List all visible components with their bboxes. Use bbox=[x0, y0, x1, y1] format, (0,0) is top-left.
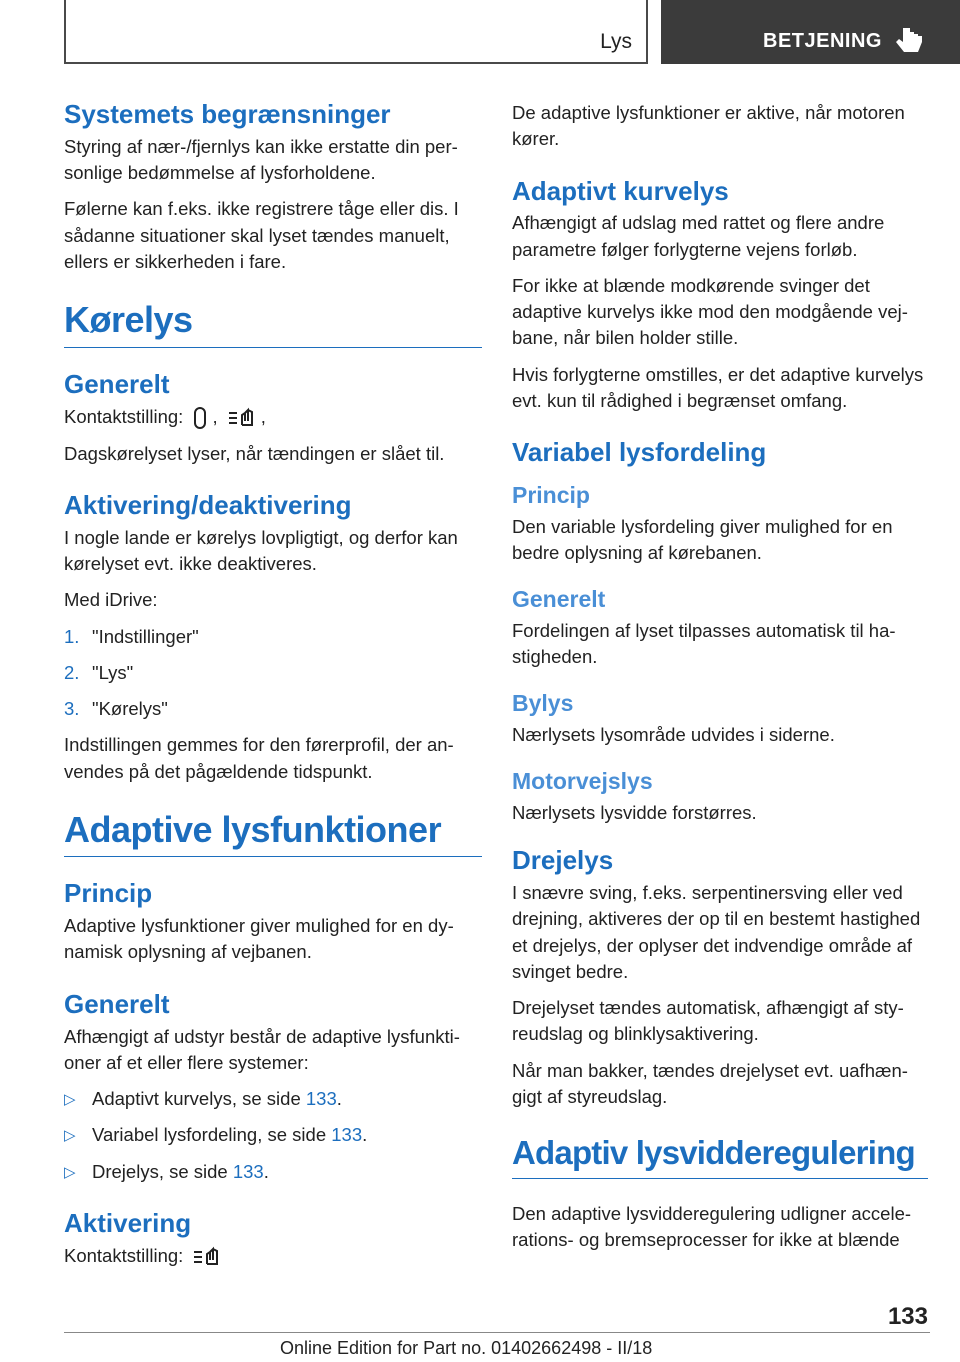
left-column bbox=[64, 100, 482, 1280]
paragraph: Når man bakker, tændes drejelyset evt. uafhængigt af styreudslag. bbox=[512, 1059, 908, 1107]
paragraph: Fordelingen af lyset tilpasses automatisk til hastigheden. bbox=[512, 619, 896, 668]
heading-generelt: Generelt bbox=[64, 368, 170, 399]
heading-bylys: Bylys bbox=[512, 690, 574, 717]
switch-position-label: Kontaktstilling: bbox=[64, 405, 184, 427]
paragraph: Nærlysets lysvidde forstørres. bbox=[512, 801, 757, 823]
page-link[interactable]: 133 bbox=[305, 1088, 337, 1110]
heading-activation-deactivation: Aktivering/deaktivering bbox=[64, 489, 352, 520]
page-link[interactable]: 133 bbox=[331, 1124, 363, 1146]
paragraph: Styring af nær-/fjernlys kan ikke erstatte din personlige bedømmelse af lysforholdene. bbox=[64, 135, 458, 184]
list-item: 3. "Kørelys" bbox=[64, 698, 168, 720]
paragraph: Med iDrive: bbox=[64, 589, 158, 611]
paragraph: Afhængigt af udslag med rattet og flere andre parametre følger forlygterne vejens forløb. bbox=[512, 212, 885, 260]
header-chapter-label: BETJENING bbox=[763, 30, 882, 52]
heading-system-limits: Systemets begrænsninger bbox=[64, 99, 391, 129]
list-item: ▷ Adaptivt kurvelys, se side 133. bbox=[64, 1086, 482, 1112]
hand-pointer-icon bbox=[894, 26, 924, 54]
paragraph-switch-position bbox=[64, 1243, 482, 1270]
heading-generelt-2: Generelt bbox=[64, 988, 170, 1019]
paragraph: For ikke at blænde modkørende svinger det adaptive kurvelys ikke mod den modgående vejbane, når bilen holder stille. bbox=[512, 274, 908, 349]
paragraph: Adaptive lysfunktioner giver mulighed for en dynamisk oplysning af vejbanen. bbox=[64, 915, 454, 963]
heading-adaptive-curve-light: Adaptivt kurvelys bbox=[512, 175, 729, 206]
page-link[interactable]: 133 bbox=[232, 1160, 264, 1182]
triangle-bullet-icon: ▷ bbox=[64, 1163, 76, 1181]
steps-list bbox=[64, 624, 482, 723]
ignition-on-icon bbox=[192, 1244, 222, 1270]
triangle-bullet-icon: ▷ bbox=[64, 1127, 76, 1145]
ignition-on-icon bbox=[227, 405, 257, 431]
paragraph: I nogle lande er kørelys lovpligtigt, og derfor kan kørelyset evt. ikke deaktiveres. bbox=[64, 526, 458, 575]
systems-list bbox=[64, 1086, 482, 1185]
list-item: 2. "Lys" bbox=[64, 661, 134, 683]
paragraph: Den adaptive lysvidderegulering udligner accelerations- og bremseprocesser for ikke at blænde bbox=[512, 1203, 912, 1251]
paragraph: Følerne kan f.eks. ikke registrere tåge eller dis. I sådanne situationer skal lyset tændes manuelt, ellers er sikkerheden i fare. bbox=[64, 198, 459, 272]
paragraph: Dagskørelyset lyser, når tændingen er slået til. bbox=[64, 442, 445, 464]
heading-variable-light-distribution: Variabel lysfordeling bbox=[512, 437, 767, 468]
heading-aktivering: Aktivering bbox=[64, 1207, 192, 1238]
heading-motorvejslys: Motorvejslys bbox=[512, 768, 653, 795]
footer-divider bbox=[64, 1332, 930, 1333]
switch-position-label: Kontaktstilling: bbox=[64, 1244, 184, 1266]
ignition-off-icon bbox=[192, 406, 208, 430]
paragraph: Den variable lysfordeling giver mulighed for en bedre oplysning af kørebanen. bbox=[512, 515, 893, 564]
footer-edition: Online Edition for Part no. 01402662498 - II/18 bbox=[280, 1338, 653, 1358]
paragraph: I snævre sving, f.eks. serpentinersving eller ved drejning, aktiveres der op til en bestemt hastighed et drejelys, der oplyser det indvendige område af svinget bedre. bbox=[512, 882, 921, 982]
header-section-label: Lys bbox=[600, 30, 632, 53]
paragraph: Hvis forlygterne omstilles, er det adaptive kurvelys evt. kun til rådighed i begrænset omfang. bbox=[512, 363, 924, 412]
page-number: 133 bbox=[887, 1303, 928, 1330]
list-item: 1. "Indstillinger" bbox=[64, 625, 199, 647]
header-section-tab bbox=[64, 0, 648, 64]
paragraph: Indstillingen gemmes for den førerprofil, der anvendes på det pågældende tidspunkt. bbox=[64, 734, 454, 782]
triangle-bullet-icon: ▷ bbox=[64, 1091, 76, 1109]
paragraph: Afhængigt af udstyr består de adaptive lysfunktioner af et eller flere systemer: bbox=[64, 1025, 460, 1073]
paragraph: Nærlysets lysområde udvides i siderne. bbox=[512, 724, 835, 746]
right-column bbox=[512, 100, 928, 1264]
heading-adaptive-functions: Adaptive lysfunktioner bbox=[64, 809, 482, 857]
paragraph: De adaptive lysfunktioner er aktive, når motoren kører. bbox=[512, 102, 905, 150]
list-item: ▷ Variabel lysfordeling, se side 133. bbox=[64, 1122, 482, 1148]
paragraph-switch-position: Kontaktstilling: , , bbox=[64, 404, 482, 431]
list-item: ▷ Drejelys, se side 133. bbox=[64, 1159, 482, 1185]
heading-drejelys: Drejelys bbox=[512, 845, 614, 876]
heading-princip: Princip bbox=[64, 878, 153, 909]
paragraph: Drejelyset tændes automatisk, afhængigt af styreudslag og blinklysaktivering. bbox=[512, 997, 904, 1045]
heading-korelys: Kørelys bbox=[64, 299, 482, 347]
heading-generelt: Generelt bbox=[512, 586, 606, 613]
heading-adaptive-headlight-range: Adaptiv lysvidderegulering bbox=[512, 1134, 928, 1179]
heading-princip: Princip bbox=[512, 482, 590, 509]
